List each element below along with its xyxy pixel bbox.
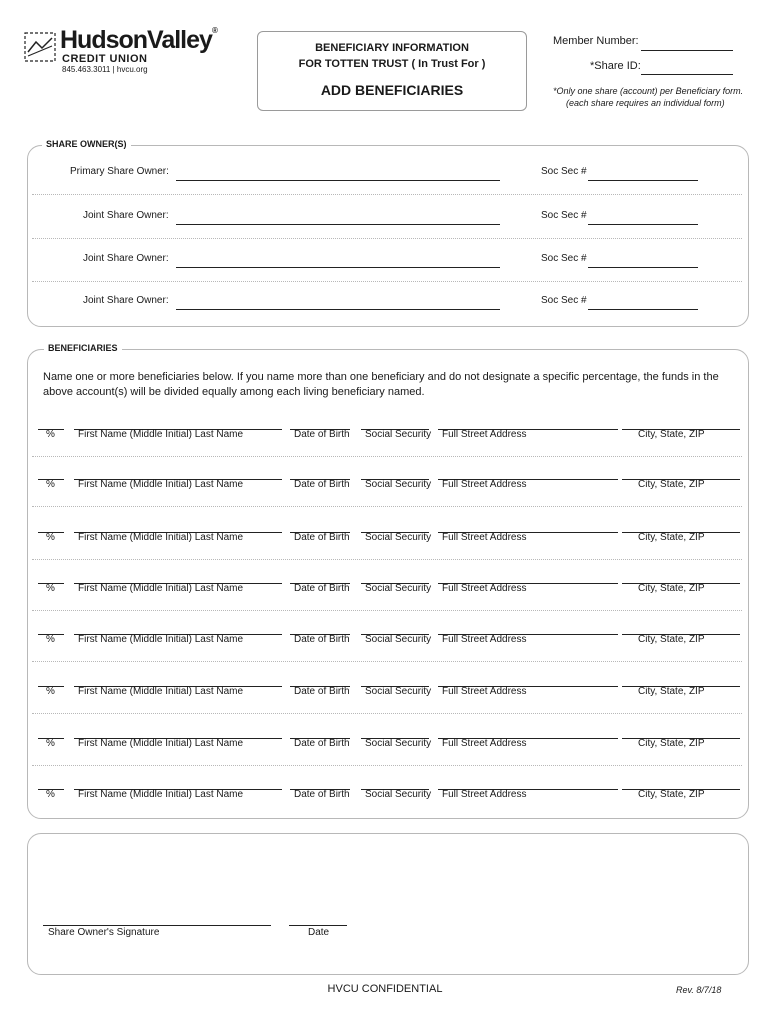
joint-2-soc-sec-field[interactable] — [588, 267, 698, 268]
beneficiary-dob-label: Date of Birth — [294, 429, 350, 440]
title-line-2: FOR TOTTEN TRUST ( In Trust For ) — [298, 58, 486, 70]
beneficiary-ssn-label: Social Security — [365, 583, 432, 594]
beneficiary-dob-label: Date of Birth — [294, 634, 350, 645]
beneficiary-dob-label: Date of Birth — [294, 738, 350, 749]
row-divider — [32, 765, 742, 766]
beneficiary-address-label: Full Street Address — [442, 479, 527, 490]
joint-owner-1-label: Joint Share Owner: — [83, 210, 169, 221]
row-divider — [32, 281, 742, 282]
beneficiary-name-label: First Name (Middle Initial) Last Name — [78, 738, 244, 749]
beneficiary-address-label: Full Street Address — [442, 738, 527, 749]
row-divider — [32, 713, 742, 714]
revision-date: Rev. 8/7/18 — [676, 985, 722, 995]
beneficiary-dob-label: Date of Birth — [294, 532, 350, 543]
member-number-field[interactable] — [641, 50, 733, 51]
beneficiary-address-label: Full Street Address — [442, 634, 527, 645]
beneficiary-percent-label: % — [46, 429, 55, 440]
beneficiary-city-label: City, State, ZIP — [638, 738, 705, 749]
beneficiary-dob-label: Date of Birth — [294, 583, 350, 594]
beneficiary-city-label: City, State, ZIP — [638, 532, 705, 543]
beneficiaries-legend: BENEFICIARIES — [44, 343, 122, 353]
beneficiary-percent-label: % — [46, 634, 55, 645]
primary-owner-field[interactable] — [176, 180, 500, 181]
beneficiary-name-label: First Name (Middle Initial) Last Name — [78, 634, 244, 645]
joint-1-soc-sec-field[interactable] — [588, 224, 698, 225]
signature-date-field[interactable] — [289, 925, 347, 926]
beneficiary-city-label: City, State, ZIP — [638, 479, 705, 490]
beneficiary-name-label: First Name (Middle Initial) Last Name — [78, 532, 244, 543]
beneficiary-city-label: City, State, ZIP — [638, 429, 705, 440]
share-id-field[interactable] — [641, 74, 733, 75]
share-id-label: *Share ID: — [590, 60, 641, 72]
joint-3-soc-sec-label: Soc Sec # — [541, 295, 587, 306]
row-divider — [32, 456, 742, 457]
beneficiary-ssn-label: Social Security — [365, 686, 432, 697]
beneficiary-dob-label: Date of Birth — [294, 686, 350, 697]
beneficiary-city-label: City, State, ZIP — [638, 789, 705, 800]
row-divider — [32, 661, 742, 662]
form-title: ADD BENEFICIARIES — [320, 82, 464, 98]
beneficiary-percent-label: % — [46, 479, 55, 490]
beneficiary-address-label: Full Street Address — [442, 686, 527, 697]
joint-owner-3-field[interactable] — [176, 309, 500, 310]
beneficiary-name-label: First Name (Middle Initial) Last Name — [78, 429, 244, 440]
beneficiary-name-label: First Name (Middle Initial) Last Name — [78, 789, 244, 800]
beneficiary-ssn-label: Social Security — [365, 789, 432, 800]
title-line-1: BENEFICIARY INFORMATION — [315, 42, 469, 54]
joint-owner-3-label: Joint Share Owner: — [83, 295, 169, 306]
joint-1-soc-sec-label: Soc Sec # — [541, 210, 587, 221]
beneficiary-ssn-label: Social Security — [365, 738, 432, 749]
row-divider — [32, 238, 742, 239]
joint-3-soc-sec-field[interactable] — [588, 309, 698, 310]
beneficiary-percent-label: % — [46, 532, 55, 543]
joint-owner-2-label: Joint Share Owner: — [83, 253, 169, 264]
share-owners-legend: SHARE OWNER(S) — [42, 139, 131, 149]
beneficiary-ssn-label: Social Security — [365, 532, 432, 543]
beneficiary-address-label: Full Street Address — [442, 583, 527, 594]
beneficiary-dob-label: Date of Birth — [294, 789, 350, 800]
row-divider — [32, 610, 742, 611]
row-divider — [32, 194, 742, 195]
share-note-line-2: (each share requires an individual form) — [566, 98, 725, 108]
row-divider — [32, 506, 742, 507]
owner-signature-label: Share Owner's Signature — [48, 927, 160, 938]
joint-2-soc-sec-label: Soc Sec # — [541, 253, 587, 264]
beneficiary-address-label: Full Street Address — [442, 429, 527, 440]
beneficiary-name-label: First Name (Middle Initial) Last Name — [78, 479, 244, 490]
beneficiary-address-label: Full Street Address — [442, 789, 527, 800]
joint-owner-2-field[interactable] — [176, 267, 500, 268]
signature-date-label: Date — [308, 927, 330, 938]
beneficiary-ssn-label: Social Security — [365, 479, 432, 490]
owner-signature-field[interactable] — [43, 925, 271, 926]
beneficiary-percent-label: % — [46, 789, 55, 800]
row-divider — [32, 559, 742, 560]
primary-owner-label: Primary Share Owner: — [70, 166, 169, 177]
logo-contact: 845.463.3011 | hvcu.org — [62, 65, 148, 74]
logo-mark-icon — [24, 32, 56, 62]
beneficiary-address-label: Full Street Address — [442, 532, 527, 543]
beneficiary-ssn-label: Social Security — [365, 634, 432, 645]
beneficiaries-instructions: Name one or more beneficiaries below. If you name more than one beneficiary and do not designate a specific percentage, the funds in the above account(s) will be divided equally among each living beneficiary named. — [43, 371, 719, 398]
beneficiary-percent-label: % — [46, 738, 55, 749]
beneficiary-city-label: City, State, ZIP — [638, 686, 705, 697]
joint-owner-1-field[interactable] — [176, 224, 500, 225]
primary-soc-sec-label: Soc Sec # — [541, 166, 587, 177]
beneficiary-percent-label: % — [46, 686, 55, 697]
beneficiary-dob-label: Date of Birth — [294, 479, 350, 490]
confidential-footer: HVCU CONFIDENTIAL — [327, 983, 443, 995]
title-box — [257, 31, 527, 111]
beneficiary-percent-label: % — [46, 583, 55, 594]
logo-subtitle: CREDIT UNION — [62, 53, 148, 65]
beneficiary-ssn-label: Social Security — [365, 429, 432, 440]
beneficiary-city-label: City, State, ZIP — [638, 634, 705, 645]
signature-section — [27, 833, 749, 975]
beneficiary-name-label: First Name (Middle Initial) Last Name — [78, 583, 244, 594]
logo-name: HudsonValley® — [60, 26, 217, 54]
beneficiary-name-label: First Name (Middle Initial) Last Name — [78, 686, 244, 697]
member-number-label: Member Number: — [553, 35, 639, 47]
share-note-line-1: *Only one share (account) per Beneficiary form. — [553, 86, 744, 96]
beneficiary-city-label: City, State, ZIP — [638, 583, 705, 594]
primary-soc-sec-field[interactable] — [588, 180, 698, 181]
